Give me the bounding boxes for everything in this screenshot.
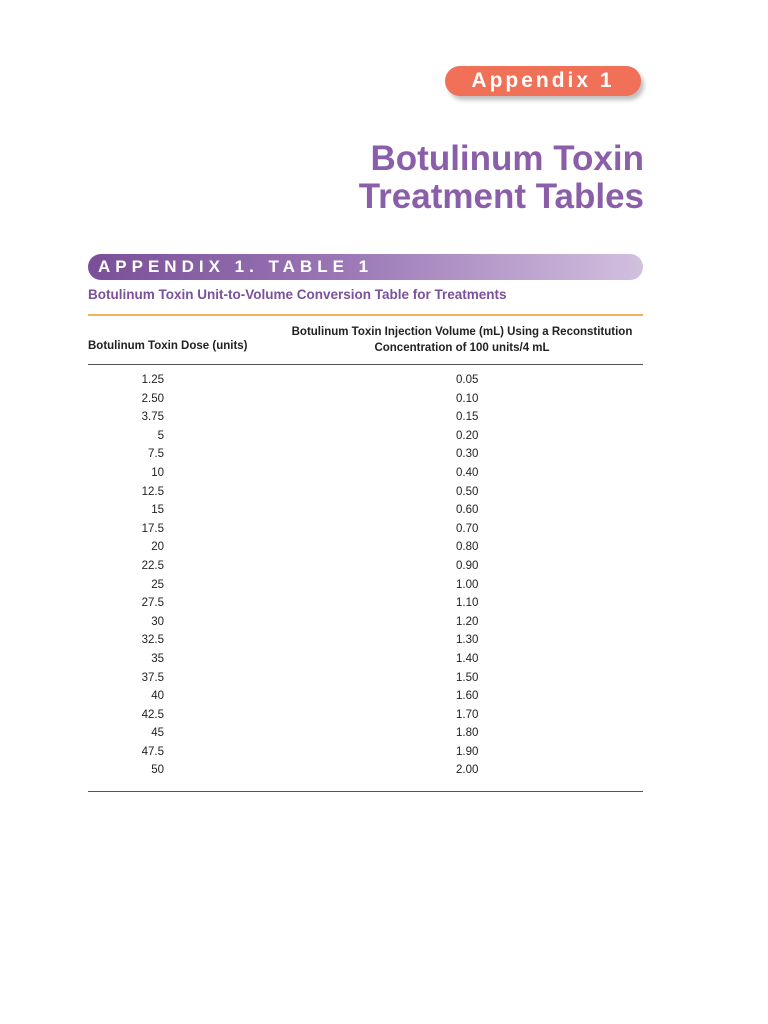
dose-cell: 37.5 [141, 671, 164, 684]
volume-cell: 1.10 [456, 597, 479, 610]
volume-cell: 0.10 [456, 392, 479, 405]
table-row [88, 557, 643, 576]
volume-cell: 1.30 [456, 634, 479, 647]
dose-cell: 47.5 [141, 745, 164, 758]
table-row [88, 594, 643, 613]
table-row [88, 687, 643, 706]
column-header-volume-line-2: Concentration of 100 units/4 mL [374, 342, 550, 354]
dose-cell: 22.5 [141, 559, 164, 572]
volume-cell: 1.40 [456, 652, 479, 665]
dose-cell: 15 [151, 504, 164, 517]
dose-cell: 2.50 [141, 392, 164, 405]
volume-cell: 2.00 [456, 764, 479, 777]
table-row [88, 613, 643, 632]
table-row [88, 724, 643, 743]
volume-cell: 0.40 [456, 466, 479, 479]
dose-cell: 1.25 [141, 374, 164, 386]
table-row [88, 576, 643, 595]
appendix-badge: Appendix 1 [445, 66, 641, 96]
table-row [88, 501, 643, 520]
table-row [88, 427, 643, 446]
dose-cell: 5 [157, 429, 164, 442]
dose-cell: 35 [151, 652, 164, 665]
table-row [88, 390, 643, 409]
table-row [88, 445, 643, 464]
table-row [88, 408, 643, 427]
dose-cell: 40 [151, 690, 164, 703]
volume-cell: 1.60 [456, 690, 479, 703]
table-row [88, 538, 643, 557]
dose-cell: 12.5 [141, 485, 164, 498]
dose-cell: 3.75 [141, 411, 164, 424]
volume-cell: 1.20 [456, 615, 479, 628]
dose-cell: 25 [151, 578, 164, 591]
table-row [88, 631, 643, 650]
dose-cell: 30 [151, 615, 164, 628]
column-header-dose: Botulinum Toxin Dose (units) [88, 340, 248, 352]
dose-cell: 20 [151, 541, 164, 554]
volume-cell: 1.70 [456, 708, 479, 721]
volume-cell: 0.05 [456, 374, 479, 386]
volume-cell: 0.90 [456, 559, 479, 572]
table-row [88, 464, 643, 483]
dose-cell: 7.5 [148, 448, 164, 461]
table-row [88, 483, 643, 502]
volume-cell: 1.50 [456, 671, 479, 684]
volume-cell: 0.60 [456, 504, 479, 517]
table-label-bar: APPENDIX 1. TABLE 1 [88, 254, 643, 280]
dose-cell: 45 [151, 727, 164, 740]
page-title-line-1: Botulinum Toxin [370, 139, 644, 178]
table-row [88, 520, 643, 539]
volume-cell: 1.00 [456, 578, 479, 591]
volume-cell: 0.70 [456, 522, 479, 535]
dose-cell: 17.5 [141, 522, 164, 535]
table-row [88, 650, 643, 669]
table-row [88, 743, 643, 762]
dose-cell: 27.5 [141, 597, 164, 610]
column-header-volume [280, 324, 644, 356]
volume-cell: 0.20 [456, 429, 479, 442]
dose-cell: 32.5 [141, 634, 164, 647]
dose-cell: 10 [151, 466, 164, 479]
page-title-line-2: Treatment Tables [358, 177, 644, 216]
table-row [88, 706, 643, 725]
table-title: Botulinum Toxin Unit-to-Volume Conversion Table for Treatments [88, 287, 507, 302]
column-header-volume-line-1: Botulinum Toxin Injection Volume (mL) Using a Reconstitution [291, 326, 633, 338]
page-title [359, 140, 644, 216]
volume-cell: 0.50 [456, 485, 479, 498]
volume-cell: 0.80 [456, 541, 479, 554]
table-body [88, 371, 643, 780]
volume-cell: 0.30 [456, 448, 479, 461]
table-top-rule [88, 314, 643, 316]
table-row [88, 669, 643, 688]
dose-cell: 42.5 [141, 708, 164, 721]
dose-cell: 50 [151, 764, 164, 777]
table-row [88, 371, 643, 390]
table-bottom-rule [88, 791, 643, 792]
volume-cell: 1.80 [456, 727, 479, 740]
volume-cell: 1.90 [456, 745, 479, 758]
volume-cell: 0.15 [456, 411, 479, 424]
header-bottom-rule [88, 364, 643, 365]
table-row [88, 761, 643, 780]
